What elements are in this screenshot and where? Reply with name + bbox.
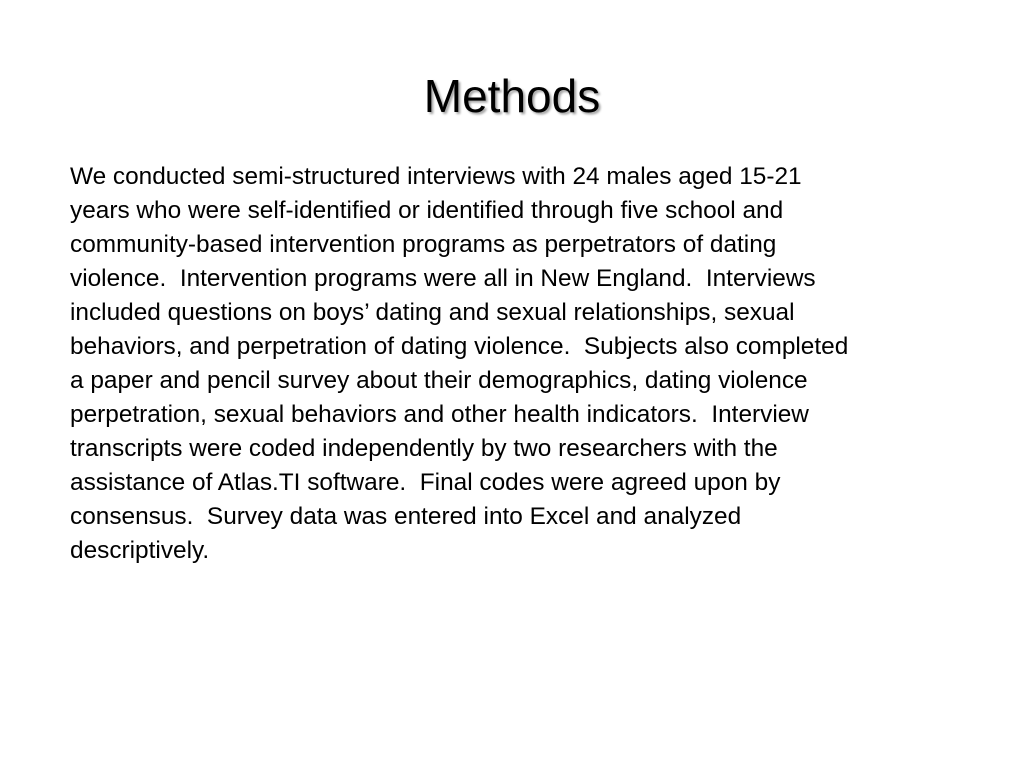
slide-body-text: We conducted semi-structured interviews with 24 males aged 15-21 years who were self-identified or identified through five school and community-based intervention programs as perpetrators of dating violence. Intervention programs were all in New England. Interviews included questions on boys’ dating and sexual relationships, sexual behaviors, and perpetration of dating violence. Subjects also completed a paper and pencil survey about their demographics, dating violence perpetration, sexual behaviors and other health indicators. Interview transcripts were coded independently by two researchers with the assistance of Atlas.TI software. Final codes were agreed upon by consensus. Survey data was entered into Excel and analyzed descriptively.: [70, 163, 849, 564]
slide-title: Methods: [423, 70, 601, 122]
